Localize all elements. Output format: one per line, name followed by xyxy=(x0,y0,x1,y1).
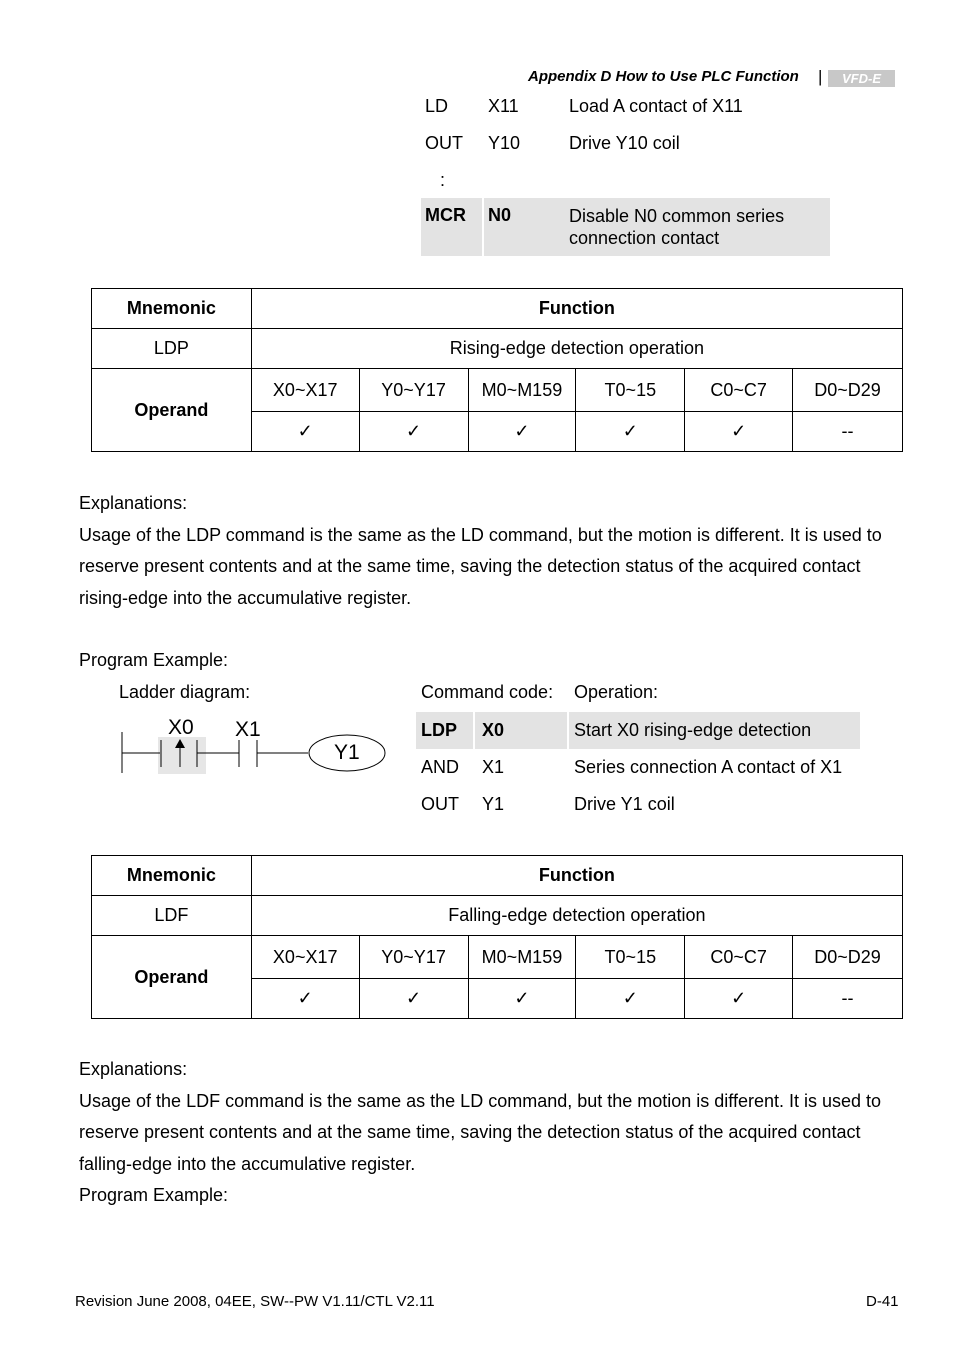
operand-check: ✓ xyxy=(251,979,359,1019)
mnemonic-header: Mnemonic xyxy=(92,856,252,896)
operand-header: D0~D29 xyxy=(793,369,903,412)
description-cell: Load A contact of X11 xyxy=(569,96,743,116)
header-title: Appendix D How to Use PLC Function xyxy=(528,68,799,85)
ldp-explanations xyxy=(79,488,909,614)
operand-check: ✓ xyxy=(576,412,685,452)
operand-check: ✓ xyxy=(685,979,793,1019)
operand-header: C0~C7 xyxy=(685,936,793,979)
mnemonic-value: LDP xyxy=(92,329,252,369)
operand-cell: X0 xyxy=(482,720,505,740)
operand-header: D0~D29 xyxy=(793,936,903,979)
operand-check: ✓ xyxy=(468,979,576,1019)
description-cell: Disable N0 common series connection contact xyxy=(569,206,785,248)
operand-header: X0~X17 xyxy=(251,936,359,979)
operand-header: Y0~Y17 xyxy=(359,936,468,979)
description-cell: Drive Y10 coil xyxy=(569,133,680,153)
ldf-instruction-table xyxy=(91,855,903,1019)
program-example-heading: Program Example: xyxy=(79,1185,229,1205)
operand-label: Operand xyxy=(92,936,252,1019)
operand-header: Y0~Y17 xyxy=(359,369,468,412)
operand-header: T0~15 xyxy=(576,936,685,979)
explanation-line: reserve present contents and at the same time, saving the detection status of the acquired contact xyxy=(79,1122,861,1142)
function-value: Rising-edge detection operation xyxy=(251,329,902,369)
operand-cell: Y1 xyxy=(482,794,505,814)
command-cell: OUT xyxy=(421,794,459,814)
program-example-heading: Program Example: xyxy=(79,650,229,670)
command-cell: LDP xyxy=(421,720,457,740)
explanation-line: Usage of the LDP command is the same as the LD command, but the motion is different. It is used to xyxy=(79,524,882,545)
footer-revision: Revision June 2008, 04EE, SW--PW V1.11/CTL V2.11 xyxy=(75,1293,435,1310)
program-row xyxy=(440,165,470,195)
operand-cell: Y10 xyxy=(488,133,521,153)
contact-label-x1: X1 xyxy=(235,718,261,741)
ldf-explanations xyxy=(79,1054,909,1212)
coil-label-y1: Y1 xyxy=(334,741,360,764)
program-row xyxy=(421,752,861,782)
contact-label-x0: X0 xyxy=(168,716,194,739)
command-cell: LD xyxy=(425,96,449,116)
operand-header: T0~15 xyxy=(576,369,685,412)
explanation-line: Usage of the LDF command is the same as the LD command, but the motion is different. It is used to xyxy=(79,1090,882,1111)
header-separator: | xyxy=(818,67,823,86)
description-cell: Drive Y1 coil xyxy=(574,794,675,814)
mnemonic-value: LDF xyxy=(92,896,252,936)
operand-check: ✓ xyxy=(576,979,685,1019)
operand-check: ✓ xyxy=(685,412,793,452)
operand-check: ✓ xyxy=(359,979,468,1019)
ladder-diagram xyxy=(118,715,393,780)
description-cell: Start X0 rising-edge detection xyxy=(574,720,812,740)
command-cell: OUT xyxy=(425,133,463,153)
command-cell: AND xyxy=(421,757,460,777)
operand-header: X0~X17 xyxy=(251,369,359,412)
operand-header: C0~C7 xyxy=(685,369,793,412)
ldp-command-row xyxy=(416,712,860,749)
operand-check: ✓ xyxy=(359,412,468,452)
program-row xyxy=(425,128,830,158)
operand-cell: X1 xyxy=(482,757,505,777)
operand-check: ✓ xyxy=(251,412,359,452)
operand-cell: N0 xyxy=(488,205,512,225)
program-row xyxy=(421,789,861,819)
ladder-diagram-label: Ladder diagram: xyxy=(119,682,251,702)
program-row xyxy=(425,91,830,121)
command-cell: MCR xyxy=(425,205,466,225)
operand-label: Operand xyxy=(92,369,252,452)
operand-header: M0~M159 xyxy=(468,369,576,412)
operand-check: -- xyxy=(793,412,903,452)
command-code-label: Command code: xyxy=(421,682,554,702)
explanation-line: falling-edge into the accumulative register. xyxy=(79,1153,416,1174)
operand-cell: X11 xyxy=(488,96,519,116)
description-cell: Series connection A contact of X1 xyxy=(574,757,843,777)
operation-label: Operation: xyxy=(574,682,659,702)
operand-header: M0~M159 xyxy=(468,936,576,979)
vfd-e-logo: VFD-E xyxy=(828,70,895,87)
operand-check: ✓ xyxy=(468,412,576,452)
mcr-row xyxy=(421,198,830,256)
page-number: D-41 xyxy=(866,1293,899,1310)
continuation-mark: : xyxy=(440,170,446,190)
explanations-heading: Explanations: xyxy=(79,493,188,513)
function-value: Falling-edge detection operation xyxy=(251,896,902,936)
operand-check: -- xyxy=(793,979,903,1019)
ldp-instruction-table xyxy=(91,288,903,452)
function-header: Function xyxy=(251,856,902,896)
mnemonic-header: Mnemonic xyxy=(92,289,252,329)
explanation-line: reserve present contents and at the same time, saving the detection status of the acquired contact xyxy=(79,556,861,576)
function-header: Function xyxy=(251,289,902,329)
explanations-heading: Explanations: xyxy=(79,1059,188,1079)
explanation-line: rising-edge into the accumulative register. xyxy=(79,587,412,608)
